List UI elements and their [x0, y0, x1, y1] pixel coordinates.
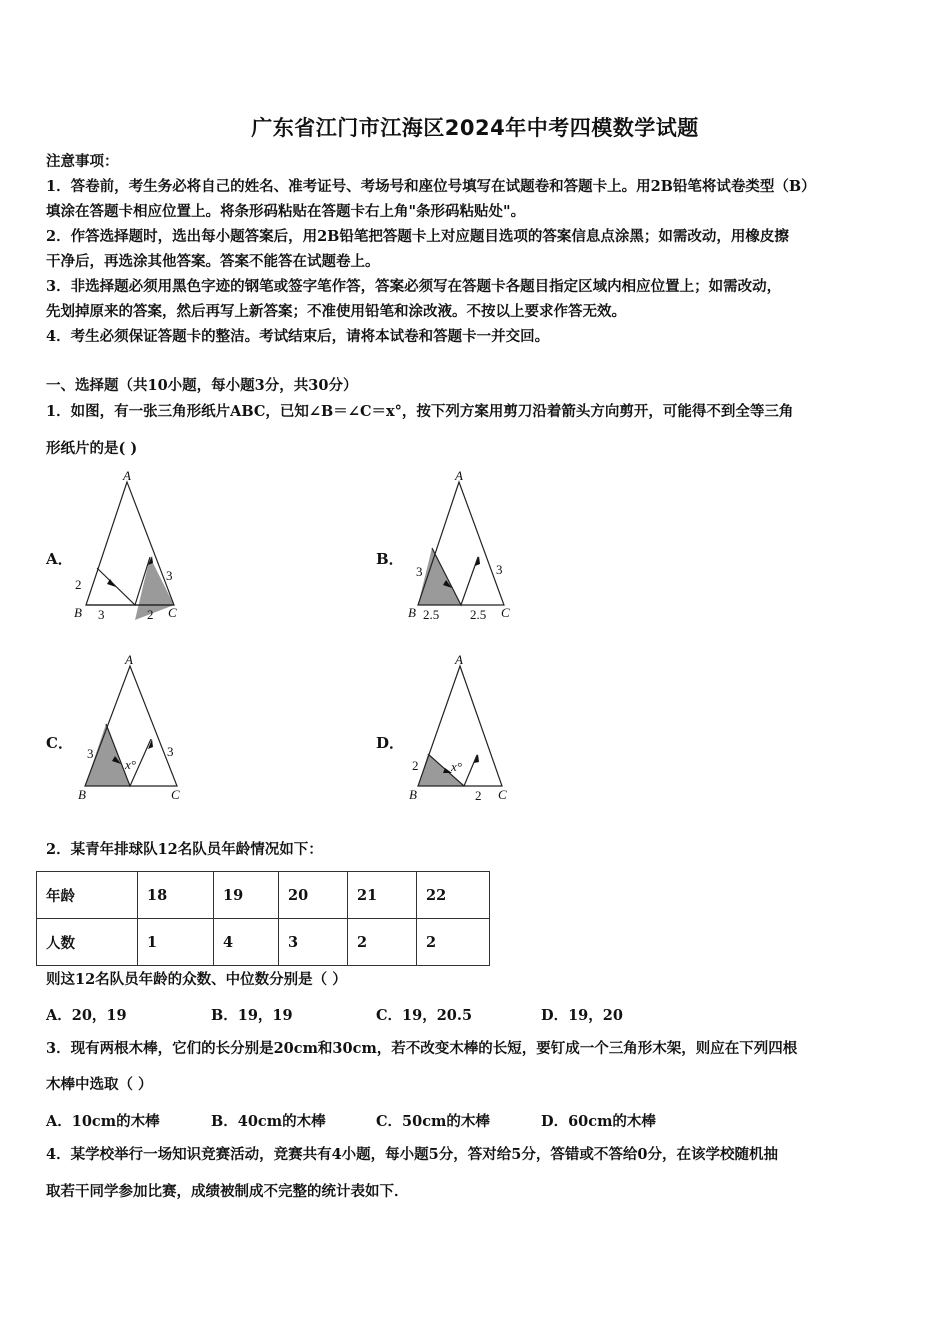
- table-cell: 18: [138, 872, 214, 919]
- notice-heading: 注意事项：: [46, 153, 119, 170]
- q1-stem-line2: 形纸片的是( ): [46, 440, 138, 457]
- exam-title: 广东省江门市江海区2024年中考四模数学试题: [251, 116, 699, 140]
- angle-mark: x°: [125, 757, 136, 772]
- option-b-figure: [400, 470, 540, 625]
- table-row: [37, 872, 490, 919]
- option-a-label[interactable]: A．: [46, 550, 73, 568]
- angle-mark: x°: [451, 759, 462, 774]
- vertex-label-c: C: [501, 605, 510, 620]
- vertex-label-c: C: [498, 787, 507, 802]
- table-row: [37, 919, 490, 966]
- q3-stem-line2: 木棒中选取（ ）: [46, 1076, 153, 1093]
- vertex-label-a: A: [125, 652, 133, 667]
- age-table: [36, 871, 490, 966]
- q2-choice-c[interactable]: C．19，20.5: [376, 1007, 473, 1024]
- length-mark: 3: [98, 607, 105, 622]
- table-cell: 2: [348, 919, 417, 966]
- length-mark: 3: [87, 746, 94, 761]
- q4-stem-line2: 取若干同学参加比赛，成绩被制成不完整的统计表如下．: [46, 1183, 409, 1200]
- length-mark: 3: [416, 564, 423, 579]
- length-mark: 3: [167, 744, 174, 759]
- option-c-figure: [60, 652, 200, 807]
- length-mark: 3: [496, 562, 503, 577]
- length-mark: 2: [475, 788, 482, 803]
- notice-line: 填涂在答题卡相应位置上。将条形码粘贴在答题卡右上角"条形码粘贴处"。: [46, 203, 526, 220]
- table-cell: 20: [279, 872, 348, 919]
- table-cell: 22: [417, 872, 490, 919]
- length-mark: 2: [147, 607, 154, 622]
- arrow-icon: [107, 579, 116, 587]
- q3-stem-line1: 3．现有两根木棒，它们的长分别是20cm和30cm，若不改变木棒的长短，要钉成一个三角形木架，则应在下列四根: [46, 1040, 798, 1057]
- table-cell: 年龄: [37, 872, 138, 919]
- notice-line: 3．非选择题必须用黑色字迹的钢笔或签字笔作答，答案必须写在答题卡各题目指定区域内相应位置上；如需改动，: [46, 278, 782, 295]
- table-cell: 1: [138, 919, 214, 966]
- table-cell: 4: [214, 919, 279, 966]
- table-cell: 人数: [37, 919, 138, 966]
- q3-choice-b[interactable]: B．40cm的木棒: [211, 1113, 326, 1130]
- vertex-label-c: C: [168, 605, 177, 620]
- shaded-triangle: [418, 548, 461, 605]
- notice-line: 干净后，再选涂其他答案。答案不能答在试题卷上。: [46, 253, 380, 270]
- option-d-label[interactable]: D．: [376, 734, 405, 752]
- notice-line: 2．作答选择题时，选出每小题答案后，用2B铅笔把答题卡上对应题目选项的答案信息点涂黑；如需改动，用橡皮擦: [46, 228, 789, 245]
- length-mark: 2: [75, 577, 82, 592]
- vertex-label-b: B: [408, 605, 416, 620]
- q3-choice-c[interactable]: C．50cm的木棒: [376, 1113, 490, 1130]
- length-mark: 2.5: [423, 607, 440, 622]
- q3-choice-a[interactable]: A．10cm的木棒: [46, 1113, 160, 1130]
- table-cell: 19: [214, 872, 279, 919]
- vertex-label-a: A: [455, 652, 463, 667]
- vertex-label-b: B: [78, 787, 86, 802]
- q2-question: 则这12名队员年龄的众数、中位数分别是（ ）: [46, 971, 347, 988]
- q4-stem-line1: 4．某学校举行一场知识竞赛活动，竞赛共有4小题，每小题5分，答对给5分，答错或不答给0分，在该学校随机抽: [46, 1146, 778, 1163]
- vertex-label-b: B: [74, 605, 82, 620]
- q2-choice-d[interactable]: D．19，20: [541, 1007, 623, 1024]
- notice-line: 4．考生必须保证答题卡的整洁。考试结束后，请将本试卷和答题卡一并交回。: [46, 328, 550, 345]
- vertex-label-b: B: [409, 787, 417, 802]
- option-b-label[interactable]: B．: [376, 550, 404, 568]
- q2-choice-a[interactable]: A．20，19: [46, 1007, 127, 1024]
- q2-choice-b[interactable]: B．19，19: [211, 1007, 293, 1024]
- table-cell: 2: [417, 919, 490, 966]
- length-mark: 3: [166, 568, 173, 583]
- option-a-figure: [60, 470, 200, 625]
- vertex-label-a: A: [123, 468, 131, 483]
- table-cell: 21: [348, 872, 417, 919]
- length-mark: 2: [412, 758, 419, 773]
- section-heading: 一、选择题（共10小题，每小题3分，共30分）: [46, 377, 358, 394]
- q3-choice-d[interactable]: D．60cm的木棒: [541, 1113, 656, 1130]
- notice-line: 1．答卷前，考生务必将自己的姓名、准考证号、考场号和座位号填写在试题卷和答题卡上。用2B铅笔将试卷类型（B）: [46, 178, 816, 195]
- q1-stem-line1: 1．如图，有一张三角形纸片ABC，已知∠B＝∠C＝x°，按下列方案用剪刀沿着箭头方向剪开，可能得不到全等三角: [46, 403, 794, 420]
- option-d-figure: [400, 652, 540, 807]
- length-mark: 2.5: [470, 607, 487, 622]
- table-cell: 3: [279, 919, 348, 966]
- vertex-label-c: C: [171, 787, 180, 802]
- option-c-label[interactable]: C．: [46, 734, 73, 752]
- q2-stem: 2．某青年排球队12名队员年龄情况如下：: [46, 841, 323, 858]
- vertex-label-a: A: [455, 468, 463, 483]
- notice-line: 先划掉原来的答案，然后再写上新答案；不准使用铅笔和涂改液。不按以上要求作答无效。: [46, 303, 626, 320]
